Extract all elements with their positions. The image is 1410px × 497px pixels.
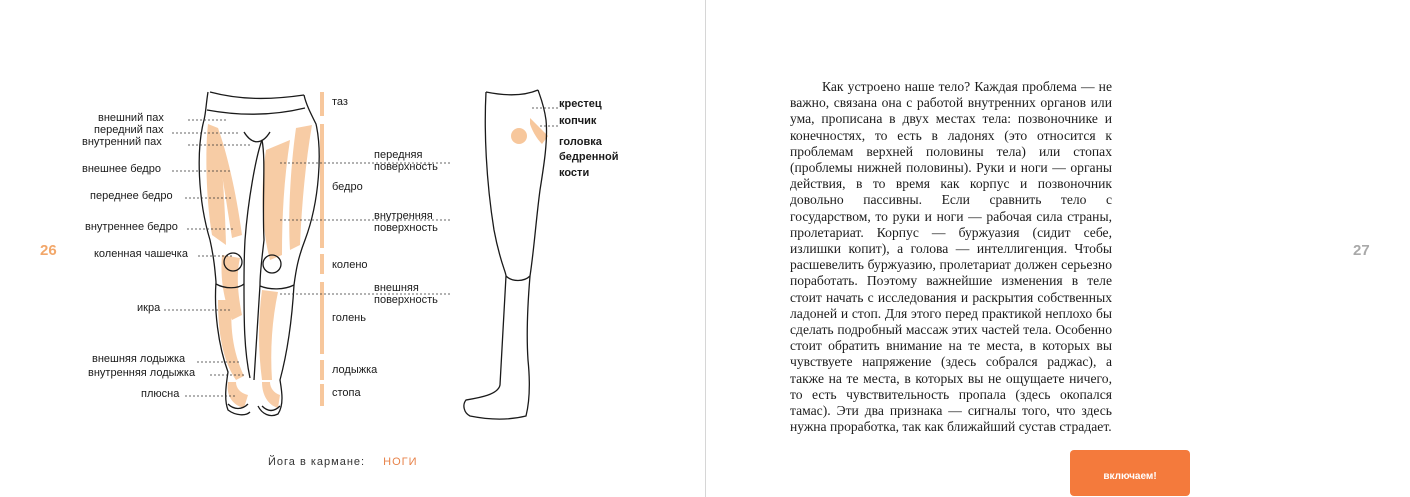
label-inner-ankle: внутренняя лодыжка [88, 367, 196, 379]
label-inner-surface-1: внутренняя [374, 210, 433, 222]
label-foot: стопа [332, 387, 361, 399]
label-outer-surface-1: внешняя [374, 282, 419, 294]
label-kneecap: коленная чашечка [94, 248, 188, 260]
label-inner-surface-2: поверхность [374, 222, 438, 234]
label-knee: колено [332, 259, 368, 271]
label-inner-thigh: внутреннее бедро [85, 221, 178, 233]
highlight-zones [206, 124, 312, 408]
page-footer [268, 456, 418, 468]
turn-on-button[interactable]: включаем! [1070, 450, 1190, 496]
label-front-surface-1: передняя [374, 149, 423, 161]
label-femoral-head-2: бедренной [559, 151, 619, 163]
label-calf: икра [137, 302, 161, 314]
label-outer-groin: внешний пах [98, 112, 164, 124]
side-leg-illustration [464, 90, 548, 419]
segment-bars [320, 92, 324, 406]
label-sacrum: крестец [559, 98, 602, 110]
right-page [706, 0, 1410, 497]
label-front-groin: передний пах [94, 124, 164, 136]
label-outer-ankle: внешняя лодыжка [92, 353, 186, 365]
label-coccyx: копчик [559, 115, 597, 127]
label-shin: голень [332, 312, 366, 324]
page-number-right: 27 [1353, 242, 1370, 259]
label-metatarsus: плюсна [141, 388, 180, 400]
front-legs-illustration [199, 92, 319, 416]
body-text: Как устроено наше тело? Каждая проблема — не важно, связана она с работой внутренних органов или ума, прописана в двух местах тела: позвоночнике и конечностях, то есть в ладонях (это относится к проблемам верхней половины тела) или стопах (проблемы нижней половины). Руки и ноги — органы действия, в то время как корпус и позвоночник довольно пассивны. Если сравнить тело с государством, то руки и ноги — рабочая сила страны, пролетариат. Корпус — буржуазия (сидит себе, излишки копит), а голова — интеллигенция. Чтобы расшевелить буржуазию, пролетариат должен серьезно поработать. Поэтому важнейшие изменения в теле стоит начать с исследования и раскрытия собственных ладоней и стоп. Для этого перед практикой неплохо бы сделать подробный массаж этих частей тела. Особенно стоит обратить внимание на те места, в которых вы чувствуете напряжение (здесь собрался раджас), а также на те места, в которых вы не ощущаете ничего, то есть чувствительность пропала (здесь окопался тамас). Эти два признака — сигналы того, что здесь нужна проработка, так как ближайший сустав страдает. [790, 79, 1112, 435]
label-ankle: лодыжка [332, 364, 378, 376]
label-femoral-head-1: головка [559, 136, 602, 148]
page-number-left: 26 [40, 242, 57, 259]
footer-section: НОГИ [383, 456, 418, 468]
footer-book-title: Йога в кармане: [268, 456, 366, 468]
label-front-thigh: переднее бедро [90, 190, 173, 202]
label-outer-surface-2: поверхность [374, 294, 438, 306]
label-femoral-head-3: кости [559, 167, 590, 179]
label-front-surface-2: поверхность [374, 161, 438, 173]
label-outer-thigh: внешнее бедро [82, 163, 161, 175]
label-pelvis: таз [332, 96, 348, 108]
label-inner-groin: внутренний пах [82, 136, 162, 148]
label-thigh: бедро [332, 181, 363, 193]
